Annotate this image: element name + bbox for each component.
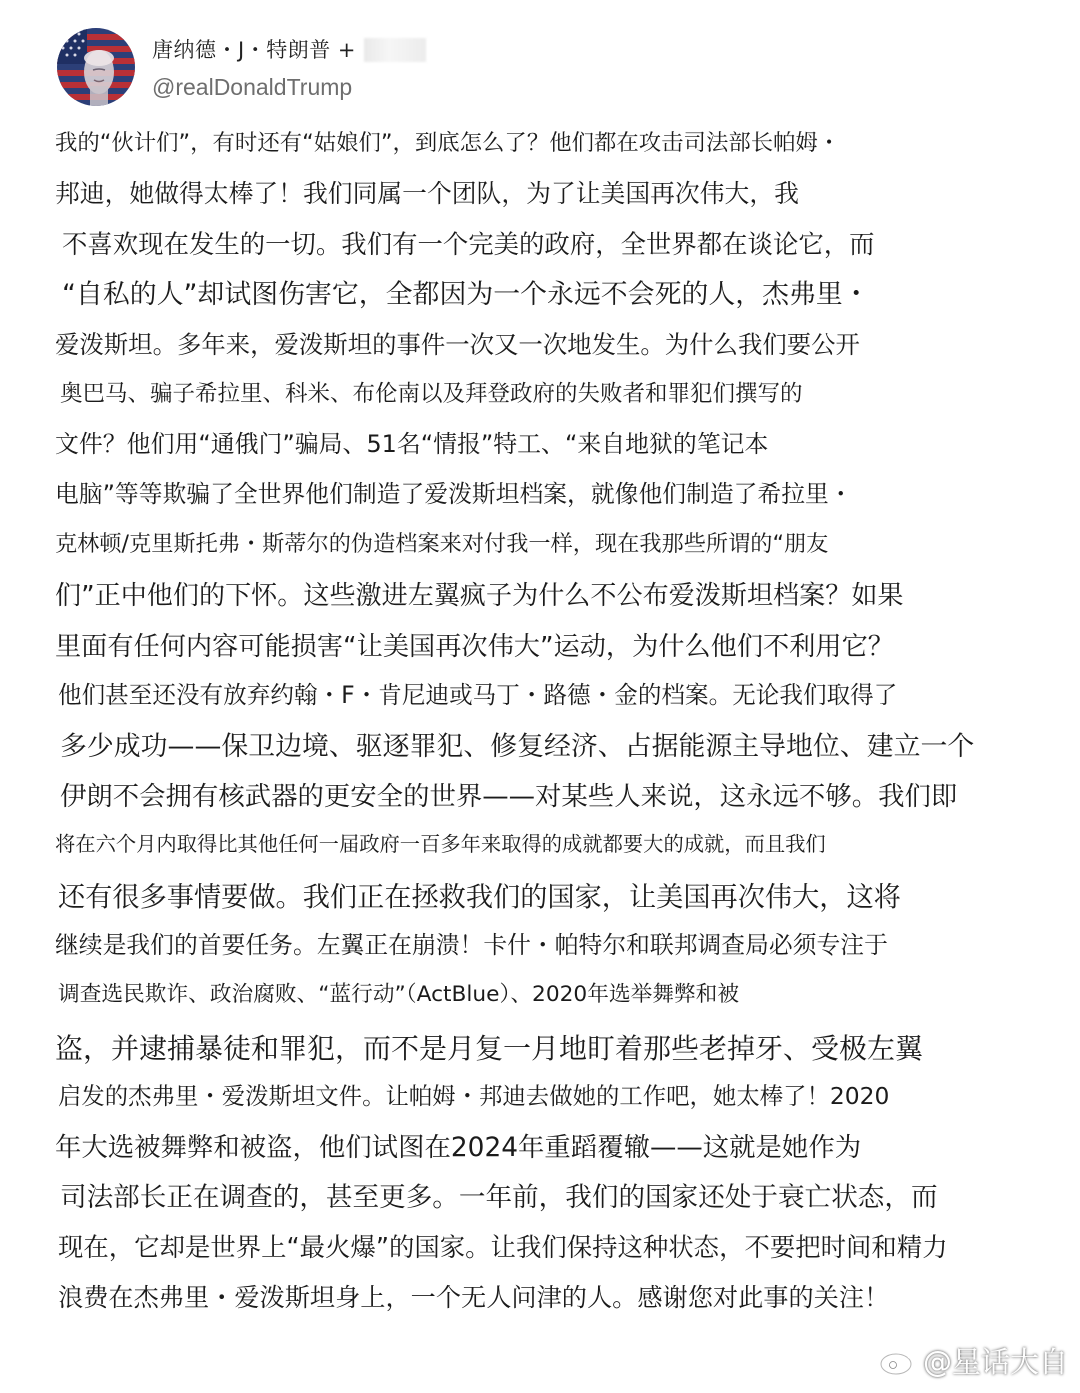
post-body bbox=[0, 120, 1080, 1320]
avatar-image bbox=[57, 28, 135, 106]
post-line: 奥巴马、骗子希拉里、科米、布伦南以及拜登政府的失败者和罪犯们撰写的 bbox=[60, 381, 803, 407]
post-line: 电脑”等等欺骗了全世界他们制造了爱泼斯坦档案，就像他们制造了希拉里・ bbox=[55, 480, 853, 508]
post-line: 他们甚至还没有放弃约翰・F・肯尼迪或马丁・路德・金的档案。无论我们取得了 bbox=[58, 681, 898, 709]
post-line: 司法部长正在调查的，甚至更多。一年前，我们的国家还处于衰亡状态，而 bbox=[60, 1182, 938, 1213]
avatar[interactable] bbox=[57, 28, 135, 106]
post-line: 伊朗不会拥有核武器的更安全的世界——对某些人来说，这永远不够。我们即 bbox=[60, 781, 958, 812]
post-line: 浪费在杰弗里・爱泼斯坦身上，一个无人问津的人。感谢您对此事的关注！ bbox=[58, 1283, 890, 1312]
post-line: 继续是我们的首要任务。左翼正在崩溃！卡什・帕特尔和联邦调查局必须专注于 bbox=[55, 931, 888, 959]
author-display-name[interactable] bbox=[152, 34, 426, 64]
post-line: 里面有任何内容可能损害“让美国再次伟大”运动，为什么他们不利用它？ bbox=[55, 632, 894, 662]
post-line: 我的“伙计们”，有时还有“姑娘们”，到底怎么了？他们都在攻击司法部长帕姆・ bbox=[55, 130, 841, 156]
post-line: 多少成功——保卫边境、驱逐罪犯、修复经济、占据能源主导地位、建立一个 bbox=[60, 731, 975, 762]
weibo-icon bbox=[879, 1344, 917, 1376]
post-header bbox=[57, 24, 757, 108]
author-display-name-text: 唐纳德・J・特朗普 + bbox=[152, 38, 356, 62]
watermark-text: @星话大自 bbox=[922, 1344, 1068, 1379]
post-line: 不喜欢现在发生的一切。我们有一个完美的政府，全世界都在谈论它，而 bbox=[62, 229, 875, 259]
post-line: 还有很多事情要做。我们正在拯救我们的国家，让美国再次伟大，这将 bbox=[58, 882, 901, 913]
post-line: 启发的杰弗里・爱泼斯坦文件。让帕姆・邦迪去做她的工作吧，她太棒了！2020 bbox=[58, 1082, 890, 1110]
post-line: 盗，并逮捕暴徒和罪犯，而不是月复一月地盯着那些老掉牙、受极左翼 bbox=[55, 1032, 924, 1065]
post-line: 邦迪，她做得太棒了！我们同属一个团队，为了让美国再次伟大，我 bbox=[55, 179, 799, 208]
watermark bbox=[879, 1339, 1068, 1381]
post-line: 文件？他们用“通俄门”骗局、51名“情报”特工、“来自地狱的笔记本 bbox=[55, 430, 769, 458]
author-handle[interactable]: @realDonaldTrump bbox=[152, 74, 353, 100]
post-line: 将在六个月内取得比其他任何一届政府一百多年来取得的成就都要大的成就，而且我们 bbox=[55, 832, 826, 856]
redacted-badge bbox=[364, 38, 426, 62]
post-line: “自私的人”却试图伤害它，全都因为一个永远不会死的人，杰弗里・ bbox=[62, 279, 870, 310]
post-line: 爱泼斯坦。多年来，爱泼斯坦的事件一次又一次地发生。为什么我们要公开 bbox=[55, 330, 860, 359]
post-line: 调查选民欺诈、政治腐败、“蓝行动”（ActBlue）、2020年选举舞弊和被 bbox=[58, 982, 740, 1007]
post-line: 现在，它却是世界上“最火爆”的国家。让我们保持这种状态，不要把时间和精力 bbox=[58, 1232, 948, 1262]
post-line: 年大选被舞弊和被盗，他们试图在2024年重蹈覆辙——这就是她作为 bbox=[55, 1132, 862, 1163]
post-line: 们”正中他们的下怀。这些激进左翼疯子为什么不公布爱泼斯坦档案？如果 bbox=[55, 581, 904, 611]
post-line: 克林顿/克里斯托弗・斯蒂尔的伪造档案来对付我一样，现在我那些所谓的“朋友 bbox=[55, 531, 829, 557]
